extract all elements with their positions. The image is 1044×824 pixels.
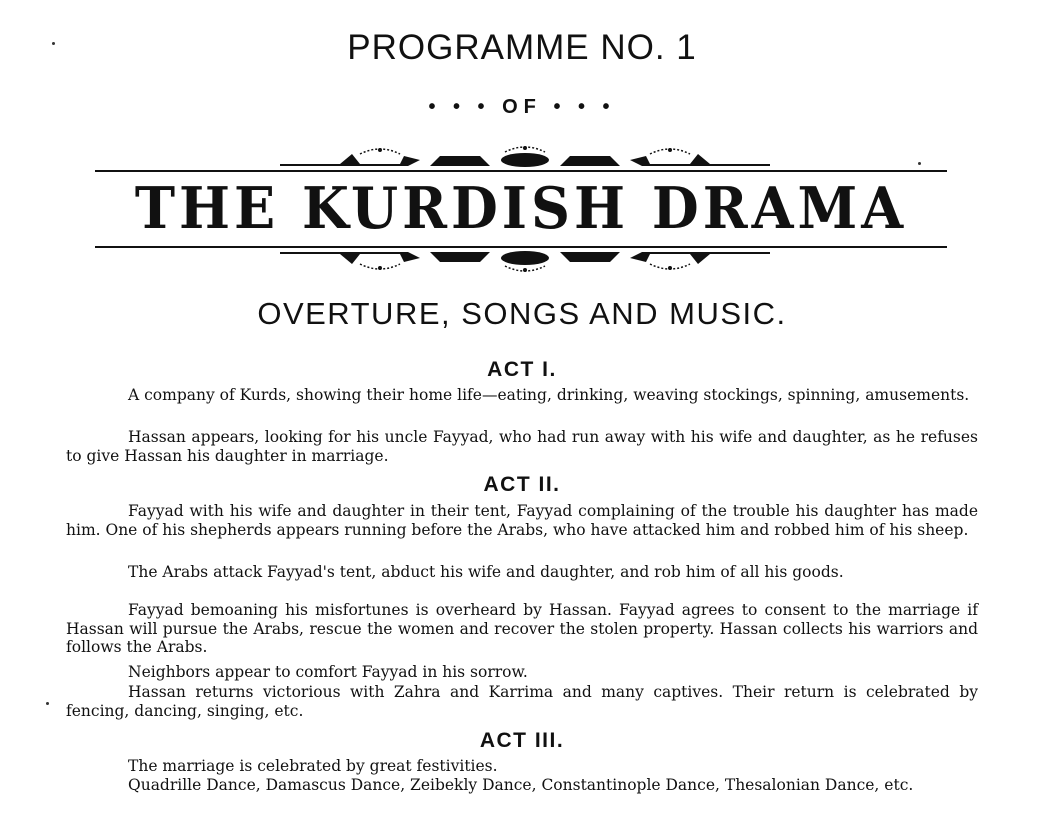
act-2-paragraph-1: Fayyad with his wife and daughter in their tent, Fayyad complaining of the trouble his daughter has made him. One of his shepherds appears running before the Arabs, who have attacked him and robbed him of his sheep. <box>66 502 978 539</box>
scan-speck <box>918 162 921 165</box>
bottom-ornament <box>280 250 770 276</box>
act-2-paragraph-5: Hassan returns victorious with Zahra and Karrima and many captives. Their return is celebrated by fencing, dancing, singing, etc. <box>66 683 978 720</box>
act-1-paragraph-1: A company of Kurds, showing their home life—eating, drinking, weaving stockings, spinning, amusements. <box>128 386 970 404</box>
scan-speck <box>46 702 49 705</box>
act-2-paragraph-4: Neighbors appear to comfort Fayyad in his sorrow. <box>128 663 528 681</box>
title-rule-bottom <box>95 246 947 248</box>
subtitle: OVERTURE, SONGS AND MUSIC. <box>257 296 787 331</box>
title-rule-top <box>95 170 947 172</box>
programme-title: PROGRAMME NO. 1 <box>347 28 697 67</box>
act-1-heading: ACT I. <box>487 358 557 381</box>
act-3-paragraph-1: The marriage is celebrated by great festivities. <box>128 757 498 775</box>
act-3-paragraph-2: Quadrille Dance, Damascus Dance, Zeibekly Dance, Constantinople Dance, Thesalonian Dance, etc. <box>128 776 914 794</box>
act-2-paragraph-2: The Arabs attack Fayyad's tent, abduct his wife and daughter, and rob him of all his goods. <box>128 563 844 581</box>
scan-speck <box>52 42 55 45</box>
act-2-heading: ACT II. <box>483 473 561 496</box>
top-ornament <box>280 142 770 168</box>
main-title: THE KURDISH DRAMA <box>134 174 908 242</box>
of-line: • • • OF • • • <box>428 96 616 118</box>
act-1-paragraph-2: Hassan appears, looking for his uncle Fayyad, who had run away with his wife and daughter, as he refuses to give Hassan his daughter in marriage. <box>66 428 978 465</box>
act-2-paragraph-3: Fayyad bemoaning his misfortunes is overheard by Hassan. Fayyad agrees to consent to the marriage if Hassan will pursue the Arabs, rescue the women and recover the stolen property. Hassan collects his warriors and follows the Arabs. <box>66 601 978 656</box>
act-3-heading: ACT III. <box>479 729 565 752</box>
